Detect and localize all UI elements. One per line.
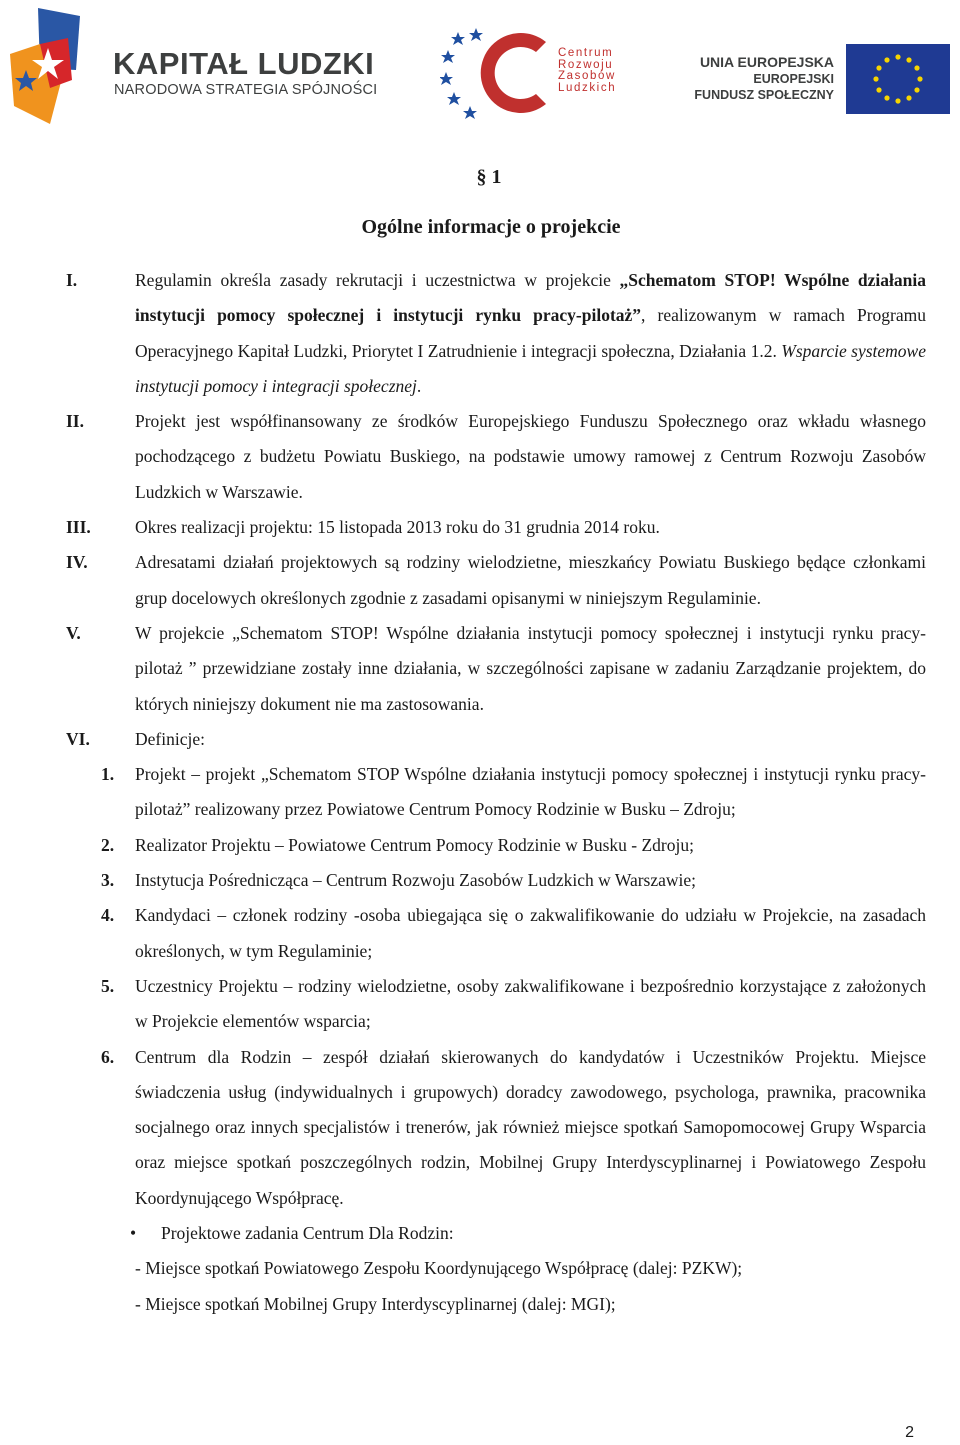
crzl-line: Zasobów <box>558 70 616 82</box>
text-run: , realizowanym w ramach Programu Operacyjnego Kapitał Ludzki, Priorytet I Zatrudnienie i integracji społeczna, Działania 1.2. <box>135 305 926 361</box>
document-body <box>0 263 960 1322</box>
definition-item <box>0 757 960 828</box>
section-sign: § 1 <box>476 166 502 188</box>
definition-number: 3. <box>101 870 115 891</box>
section-title: Ogólne informacje o projekcie <box>361 216 621 238</box>
definition-item <box>0 898 960 969</box>
page-number: 2 <box>905 1424 914 1441</box>
crzl-c-shape <box>481 33 546 113</box>
list-item-marker: III. <box>66 517 91 538</box>
crzl-stars <box>440 28 483 119</box>
page-header <box>0 0 960 130</box>
list-item <box>0 263 960 404</box>
definition-item <box>0 1040 960 1216</box>
text-run: . <box>416 375 422 396</box>
roman-list <box>0 263 960 757</box>
definition-item <box>0 863 960 898</box>
crzl-logo <box>440 28 558 120</box>
definition-text: Instytucja Pośrednicząca – Centrum Rozwoju Zasobów Ludzkich w Warszawie; <box>135 870 697 891</box>
list-item-text <box>135 411 926 502</box>
text-run: Definicje: <box>135 728 205 749</box>
definition-number: 4. <box>101 905 115 926</box>
kapital-ludzki-title: KAPITAŁ LUDZKI <box>113 46 375 81</box>
text-run: Regulamin określa zasady rekrutacji i uczestnictwa w projekcie <box>135 270 620 290</box>
definition-text: Uczestnicy Projektu – rodziny wielodzietne, osoby zakwalifikowane i bezpośrednio korzystające z założonych w Projekcie elementów wsparcia; <box>135 975 926 1032</box>
bullet-text: Projektowe zadania Centrum Dla Rodzin: <box>161 1223 454 1244</box>
list-item <box>0 510 960 545</box>
eu-line-social-fund: FUNDUSZ SPOŁECZNY <box>694 88 834 102</box>
definition-number: 1. <box>101 764 115 785</box>
list-item-text <box>135 729 205 749</box>
text-run: W projekcie „Schematom STOP! Wspólne działania instytucji pomocy społecznej i instytucji rynku pracy-pilotaż ” przewidziane zostały inne działania, w szczególności zapisane w zadaniu Zarządzanie projektem, do których niniejszy dokument nie ma zastosowania. <box>135 622 926 714</box>
list-item <box>0 722 960 757</box>
eu-line-union: UNIA EUROPEJSKA <box>699 54 834 70</box>
eu-fund-text <box>690 54 834 103</box>
definition-number: 5. <box>101 975 115 996</box>
definition-item <box>0 828 960 863</box>
definitions-list <box>0 757 960 1216</box>
crzl-name <box>558 48 616 94</box>
list-item-text <box>135 552 926 607</box>
kapital-ludzki-subtitle: NARODOWA STRATEGIA SPÓJNOŚCI <box>114 82 378 98</box>
list-item-marker: IV. <box>66 552 88 573</box>
list-item-text <box>135 270 926 396</box>
text-run: Adresatami działań projektowych są rodziny wielodzietne, mieszkańcy Powiatu Buskiego będące członkami grup docelowych określonych zgodnie z zasadami opisanymi w niniejszym Regulaminie. <box>135 552 926 608</box>
crzl-line: Centrum <box>558 47 614 59</box>
list-item-marker: VI. <box>66 728 90 749</box>
definition-text: Realizator Projektu – Powiatowe Centrum Pomocy Rodzinie w Busku - Zdroju; <box>135 834 694 855</box>
bullet-item <box>0 1216 960 1251</box>
eu-flag-icon <box>846 44 950 114</box>
definition-number: 6. <box>101 1046 115 1067</box>
definition-text: Centrum dla Rodzin – zespół działań skierowanych do kandydatów i Uczestników Projektu. Miejsce świadczenia usług (indywidualnych i grupowych) doradcy zawodowego, psychologa, prawnika, pracownika socjalnego oraz innych specjalistów i trenerów, jak również miejsce spotkań Samopomocowej Grupy Wsparcia oraz miejsce spotkań poszczególnych rodzin, Mobilnej Grupy Interdyscyplinarnej i Powiatowego Zespołu Koordynującego Współpracę. <box>135 1046 926 1208</box>
definition-number: 2. <box>101 834 115 855</box>
list-item <box>0 404 960 510</box>
list-item-text <box>135 517 660 537</box>
dash-item: - Miejsce spotkań Mobilnej Grupy Interdyscyplinarnej (dalej: MGI); <box>135 1293 616 1314</box>
list-item <box>0 616 960 722</box>
list-item-text <box>135 623 926 714</box>
list-item <box>0 545 960 616</box>
definition-item <box>0 969 960 1040</box>
list-item-marker: II. <box>66 411 84 432</box>
list-item-marker: I. <box>66 270 78 290</box>
definition-text: Kandydaci – członek rodziny -osoba ubiegająca się o zakwalifikowanie do udziału w Projekcie, na zasadach określonych, w tym Regulaminie; <box>135 905 926 961</box>
definition-text: Projekt – projekt „Schematom STOP Wspólne działania instytucji pomocy społecznej i instytucji rynku pracy-pilotaż” realizowany przez Powiatowe Centrum Pomocy Rodzinie w Busku – Zdroju; <box>135 764 926 820</box>
kapital-ludzki-logo <box>10 8 110 124</box>
list-item-marker: V. <box>66 622 81 643</box>
italic-text: Wsparcie systemowe instytucji pomocy i integracji społecznej <box>135 340 926 396</box>
bullet-icon: • <box>130 1223 137 1244</box>
crzl-line: Rozwoju <box>558 58 614 71</box>
text-run: Projekt jest współfinansowany ze środków Europejskiego Funduszu Społecznego oraz wkładu własnego pochodzącego z budżetu Powiatu Buskiego, na podstawie umowy ramowej z Centrum Rozwoju Zasobów Ludzkich w Warszawie. <box>135 411 926 502</box>
eu-line-european: EUROPEJSKI <box>753 72 834 86</box>
crzl-line: Ludzkich <box>558 81 617 94</box>
bold-text: „Schematom STOP! Wspólne działania instytucji pomocy społecznej i instytucji rynku pracy-pilotaż” <box>135 270 926 326</box>
dash-item: - Miejsce spotkań Powiatowego Zespołu Koordynującego Współpracę (dalej: PZKW); <box>135 1258 743 1279</box>
text-run: Okres realizacji projektu: 15 listopada 2013 roku do 31 grudnia 2014 roku. <box>135 517 660 538</box>
